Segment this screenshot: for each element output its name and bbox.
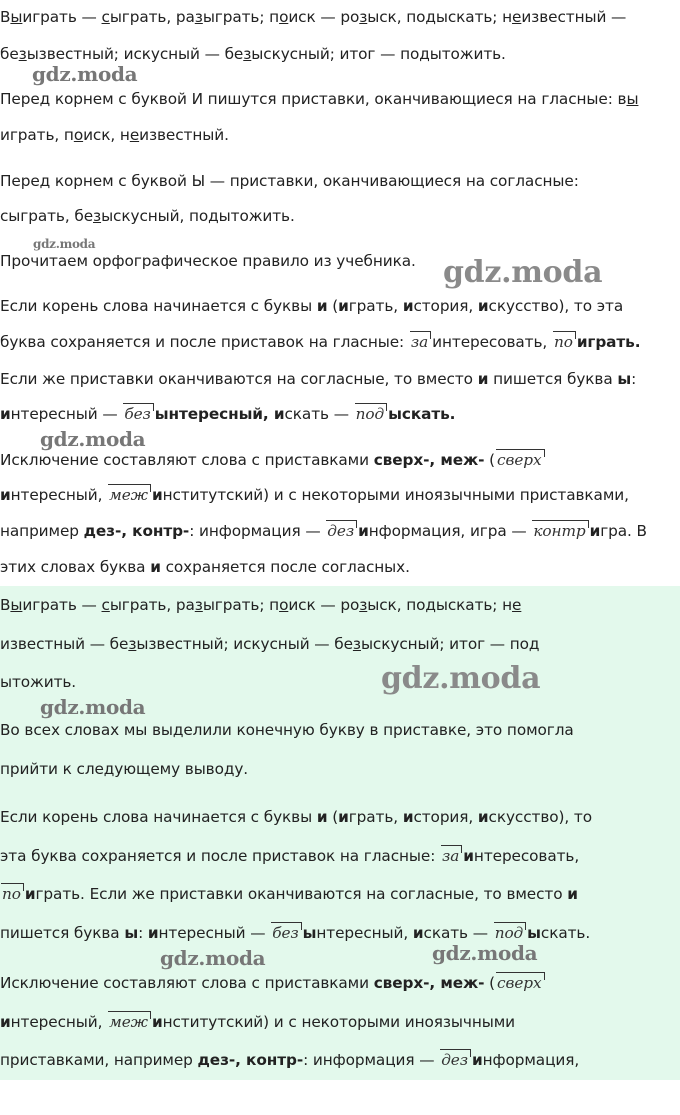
watermark-logo: gdz.moda (432, 941, 538, 965)
watermark-logo: gdz.moda (381, 661, 541, 696)
text-line: эта буква сохраняется и после приставок на гласные: за интересовать, (0, 847, 580, 865)
text-line: Перед корнем с буквой И пишутся приставки, оканчивающиеся на гласные: вы (0, 90, 639, 108)
prefix-mark: по (1, 885, 24, 903)
text-line: Исключение составляют слова с приставками сверх-, меж- ( сверх (0, 450, 546, 470)
text-line: буква сохраняется и после приставок на гласные: за интересовать, по играть. (0, 333, 641, 351)
text-line: интересный, меж институтский) и с некоторыми иноязычными приставками, (0, 486, 629, 504)
text-line: Во всех словах мы выделили конечную букву в приставке, это помогла (0, 721, 574, 739)
prefix-mark: контр (532, 522, 588, 540)
prefix-mark: сверх (496, 974, 544, 992)
prefix-mark: за (410, 333, 431, 351)
prefix-mark: без (271, 924, 301, 942)
text-line: Выиграть — сыграть, разыграть; поиск — розыск, подыскать; не (0, 596, 522, 614)
text-line: Выиграть — сыграть, разыграть; поиск — розыск, подыскать; неизвестный — (0, 8, 627, 26)
prefix-mark: сверх (496, 451, 544, 469)
text-line: Исключение составляют слова с приставками сверх-, меж- ( сверх (0, 973, 546, 993)
text-line: по играть. Если же приставки оканчиваются на согласные, то вместо и (2, 885, 578, 903)
watermark-logo: gdz.moda (40, 427, 146, 451)
prefix-mark: под (494, 924, 526, 942)
text-line: например дез-, контр-: информация — дез информация, игра — контр игра. В (0, 522, 647, 540)
text-line: Если корень слова начинается с буквы и (играть, история, искусство), то (0, 808, 593, 826)
text-line: Если же приставки оканчиваются на согласные, то вместо и пишется буква ы: (0, 370, 637, 388)
text-line: этих словах буква и сохраняется после согласных. (0, 558, 410, 576)
watermark-logo: gdz.moda (33, 237, 96, 251)
text-line: Перед корнем с буквой Ы — приставки, оканчивающиеся на согласные: (0, 172, 579, 190)
prefix-mark: меж (108, 1013, 151, 1031)
prefix-mark: за (441, 847, 462, 865)
prefix-mark: без (123, 405, 153, 423)
text-line: Если корень слова начинается с буквы и (играть, история, искусство), то эта (0, 297, 624, 315)
prefix-mark: дез (326, 522, 357, 540)
watermark-logo: gdz.moda (40, 695, 146, 719)
prefix-mark: под (355, 405, 387, 423)
text-line: интересный — без ынтересный, искать — под ыскать. (0, 405, 456, 423)
text-line: прийти к следующему выводу. (0, 760, 249, 778)
text-line: безызвестный; искусный — безыскусный; итог — подытожить. (0, 45, 506, 63)
text-line: приставками, например дез-, контр-: информация — дез информация, (0, 1051, 580, 1069)
text-line: Прочитаем орфографическое правило из учебника. (0, 252, 416, 270)
watermark-logo: gdz.moda (160, 946, 266, 970)
text-line: известный — безызвестный; искусный — безыскусный; итог — под (0, 635, 540, 653)
text-line: играть, поиск, неизвестный. (0, 126, 229, 144)
prefix-mark: дез (440, 1051, 471, 1069)
text-line: сыграть, безыскусный, подытожить. (0, 207, 295, 225)
text-line: интересный, меж институтский) и с некоторыми иноязычными (0, 1013, 515, 1031)
text-line: ытожить. (0, 673, 77, 691)
highlighted-answer-block (0, 586, 680, 1080)
text-line: пишется буква ы: интересный — без ынтересный, искать — под ыскать. (0, 924, 591, 942)
watermark-logo: gdz.moda (443, 255, 603, 290)
prefix-mark: по (553, 333, 576, 351)
watermark-logo: gdz.moda (32, 62, 138, 86)
prefix-mark: меж (108, 486, 151, 504)
